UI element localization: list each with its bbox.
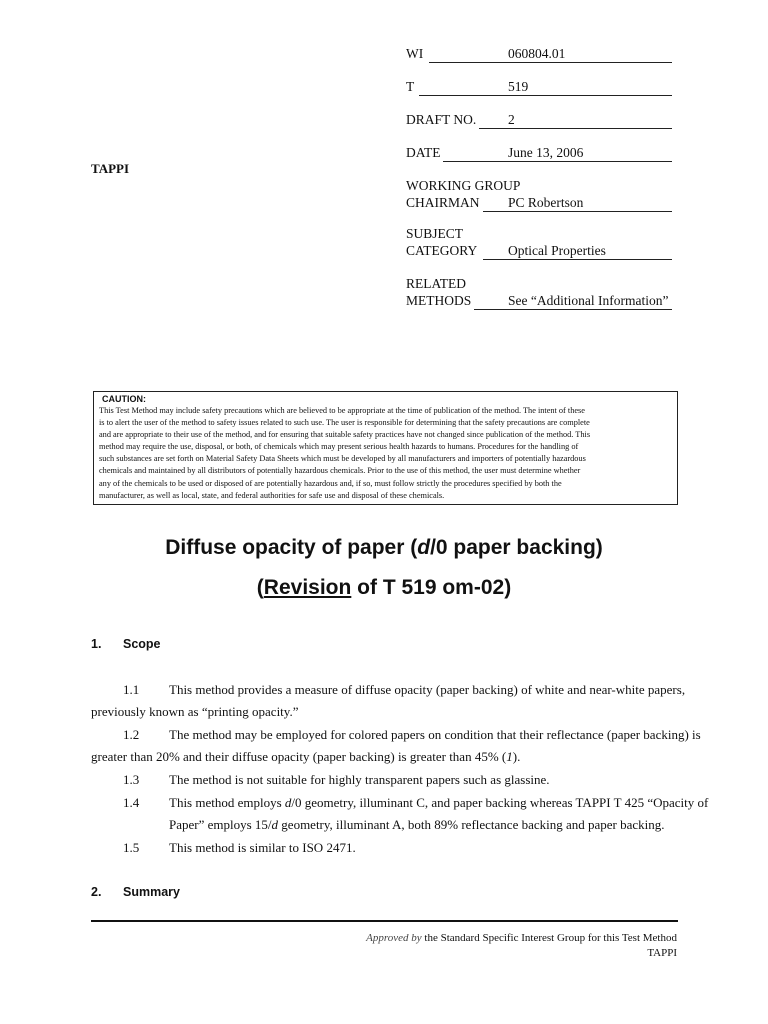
field-underline bbox=[474, 309, 672, 310]
field-underline bbox=[483, 211, 672, 212]
field-label: DATE bbox=[406, 145, 441, 160]
item-text: Paper” employs 15/d geometry, illuminant A, both 89% reflectance backing and paper backing. bbox=[169, 817, 665, 832]
section-title: Summary bbox=[123, 885, 180, 899]
field-working-group-chairman bbox=[406, 178, 672, 210]
title-text: /0 paper backing) bbox=[430, 536, 603, 559]
item-number: 1.3 bbox=[123, 772, 140, 787]
footer-approved-text: the Standard Specific Interest Group for this Test Method bbox=[421, 932, 677, 944]
title-italic: d bbox=[417, 536, 431, 559]
caution-line: method may require the use, disposal, or both, of chemicals which may present serious health hazards to humans. Procedures for the handling of bbox=[99, 442, 579, 452]
field-label: CATEGORY bbox=[406, 243, 478, 258]
item-text: greater than 20% and their diffuse opacity (paper backing) is greater than 45% (1). bbox=[91, 749, 521, 764]
caution-line: This Test Method may include safety precautions which are believed to be appropriate at the time of publication of the method. The intent of these bbox=[99, 406, 585, 415]
field-label: METHODS bbox=[406, 293, 472, 308]
caution-line: any of the chemicals to be used or disposed of are potentially hazardous and, if so, must follow strictly the procedures specified by both the bbox=[99, 478, 562, 488]
field-underline bbox=[483, 259, 672, 260]
document-subtitle bbox=[0, 576, 768, 600]
field-value: PC Robertson bbox=[508, 195, 584, 210]
caution-line: manufacturer, as well as local, state, and federal authorities for safe use and disposal of these chemicals. bbox=[99, 490, 445, 500]
item-text: previously known as “printing opacity.” bbox=[91, 704, 299, 719]
field-label-line1: RELATED bbox=[406, 276, 466, 291]
field-related-methods bbox=[406, 276, 672, 308]
field-underline bbox=[479, 128, 672, 129]
caution-line: such substances are set forth on Material Safety Data Sheets which must be developed by all manufacturers and importers of potentially hazardous bbox=[99, 454, 586, 464]
item-text: This method is similar to ISO 2471. bbox=[169, 840, 356, 855]
caution-line: chemicals and maintained by all distributors of potentially hazardous chemicals. Prior to the use of this method, the user must determine whether bbox=[99, 466, 581, 476]
caution-line: is to alert the user of the method to safety issues related to such use. The user is responsible for determining that the safety precautions are complete bbox=[99, 418, 590, 428]
footer-approval bbox=[366, 932, 677, 944]
caution-line: and are appropriate to their use of the method, and for ensuring that suitable safety practices have not changed since publication of the method. This bbox=[99, 430, 591, 440]
footer-divider bbox=[91, 920, 678, 922]
section-number: 2. bbox=[91, 885, 102, 899]
field-value: 060804.01 bbox=[508, 46, 566, 61]
field-value: June 13, 2006 bbox=[508, 145, 584, 160]
footer-org: TAPPI bbox=[647, 947, 677, 959]
field-label-line1: SUBJECT bbox=[406, 226, 464, 241]
footer-approved-italic: Approved by bbox=[366, 932, 422, 944]
field-subject-category bbox=[406, 226, 672, 258]
item-text: This method provides a measure of diffuse opacity (paper backing) of white and near-white papers, bbox=[169, 682, 686, 697]
field-value: 2 bbox=[508, 112, 515, 127]
organization-name: TAPPI bbox=[91, 161, 130, 176]
caution-title: CAUTION: bbox=[102, 394, 146, 404]
item-text: The method is not suitable for highly transparent papers such as glassine. bbox=[169, 772, 550, 787]
item-number: 1.4 bbox=[123, 795, 140, 810]
field-underline bbox=[443, 161, 672, 162]
field-value: See “Additional Information” bbox=[508, 293, 669, 308]
field-value: 519 bbox=[508, 79, 529, 94]
section-title: Scope bbox=[123, 637, 161, 651]
field-label: T bbox=[406, 79, 415, 94]
field-date bbox=[406, 145, 672, 161]
field-t bbox=[406, 79, 672, 95]
field-draft-no bbox=[406, 112, 672, 128]
field-underline bbox=[429, 62, 672, 63]
item-number: 1.5 bbox=[123, 840, 140, 855]
field-label: WI bbox=[406, 46, 424, 61]
subtitle-underlined: Revision bbox=[263, 576, 352, 599]
field-label: CHAIRMAN bbox=[406, 195, 480, 210]
title-text: Diffuse opacity of paper ( bbox=[165, 536, 418, 559]
subtitle-text: of T 519 om-02) bbox=[351, 576, 512, 599]
item-text: The method may be employed for colored papers on condition that their reflectance (paper backing) is bbox=[169, 727, 701, 742]
field-label: DRAFT NO. bbox=[406, 112, 477, 127]
field-value: Optical Properties bbox=[508, 243, 606, 258]
field-wi bbox=[406, 46, 672, 62]
caution-box bbox=[93, 391, 678, 505]
subtitle-text: ( bbox=[256, 576, 264, 599]
field-label-line1: WORKING GROUP bbox=[406, 178, 521, 193]
section-number: 1. bbox=[91, 637, 102, 651]
document-title bbox=[0, 536, 768, 560]
item-number: 1.2 bbox=[123, 727, 140, 742]
item-text: This method employs d/0 geometry, illuminant C, and paper backing whereas TAPPI T 425 “Opacity of bbox=[169, 795, 709, 810]
field-underline bbox=[419, 95, 672, 96]
item-number: 1.1 bbox=[123, 682, 140, 697]
